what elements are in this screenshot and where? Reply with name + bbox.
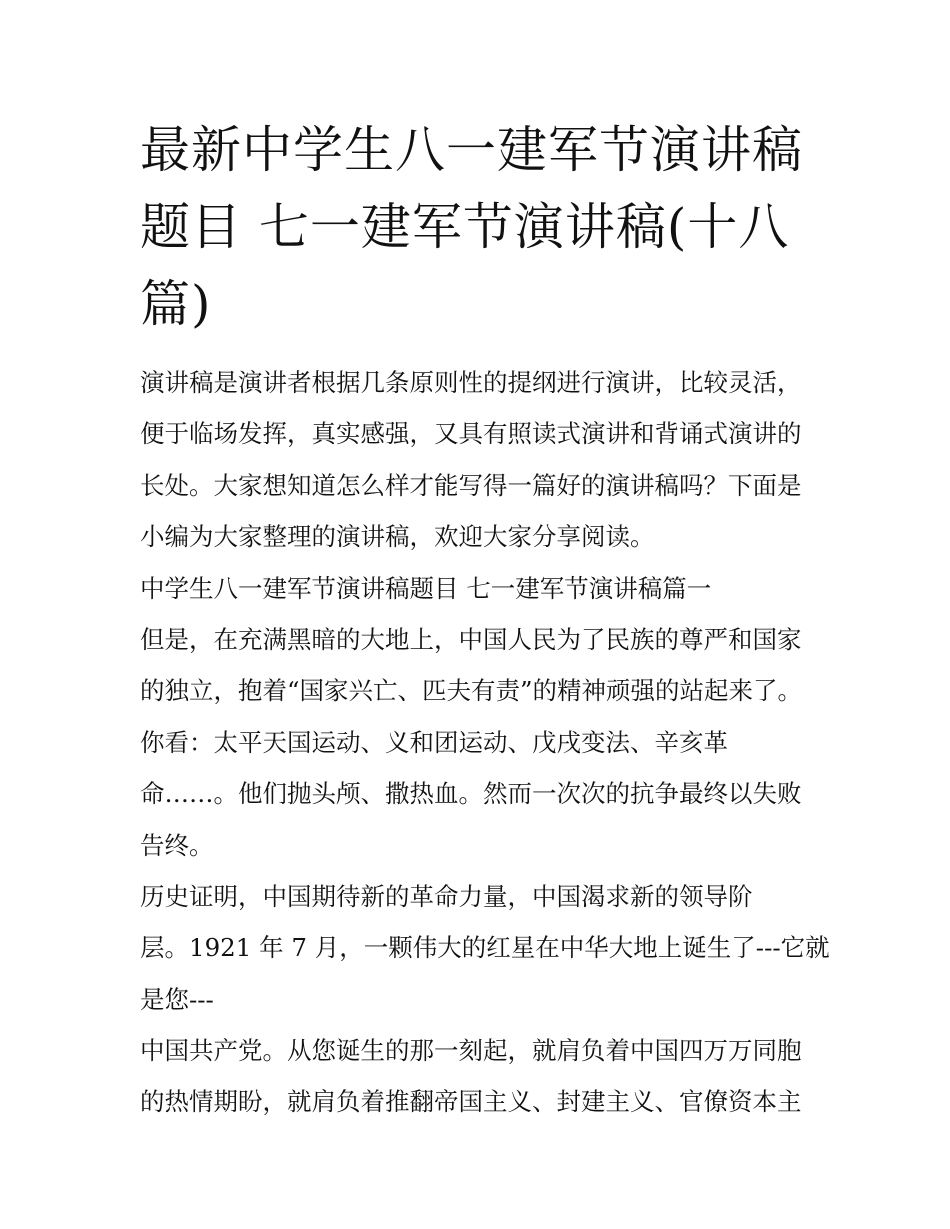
paragraph-line: 中国共产党。从您诞生的那一刻起，就肩负着中国四万万同胞 — [140, 1036, 802, 1066]
paragraph-line: 历史证明，中国期待新的革命力量，中国渴求新的领导阶 — [140, 881, 753, 911]
paragraph-line: 命……。他们抛头颅、撒热血。然而一次次的抗争最终以失败 — [140, 779, 802, 809]
paragraph-line: 的热情期盼，就肩负着推翻帝国主义、封建主义、官僚资本主 — [140, 1087, 802, 1117]
paragraph-line: 但是，在充满黑暗的大地上，中国人民为了民族的尊严和国家 — [140, 624, 802, 654]
intro-line: 便于临场发挥，真实感强，又具有照读式演讲和背诵式演讲的 — [140, 419, 802, 449]
paragraph-line: 是您--- — [140, 984, 214, 1014]
paragraph-line: 的独立，抱着“国家兴亡、匹夫有责”的精神顽强的站起来了。 — [140, 676, 803, 706]
title-line: 最新中学生八一建军节演讲稿 — [140, 121, 803, 179]
section-heading: 中学生八一建军节演讲稿题目 七一建军节演讲稿篇一 — [140, 573, 712, 603]
title-line: 篇) — [140, 275, 212, 333]
intro-line: 长处。大家想知道怎么样才能写得一篇好的演讲稿吗？下面是 — [140, 470, 802, 500]
paragraph-line: 你看：太平天国运动、义和团运动、戊戌变法、辛亥革 — [140, 727, 728, 757]
intro-line: 演讲稿是演讲者根据几条原则性的提纲进行演讲，比较灵活， — [140, 368, 802, 397]
paragraph-line: 层。1921 年 7 月，一颗伟大的红星在中华大地上诞生了---它就 — [140, 933, 830, 963]
document-body — [140, 357, 830, 1128]
title-line: 题目 七一建军节演讲稿(十八 — [140, 198, 790, 256]
paragraph-line: 告终。 — [140, 830, 214, 860]
intro-line: 小编为大家整理的演讲稿，欢迎大家分享阅读。 — [140, 522, 655, 552]
document-title — [140, 112, 812, 343]
